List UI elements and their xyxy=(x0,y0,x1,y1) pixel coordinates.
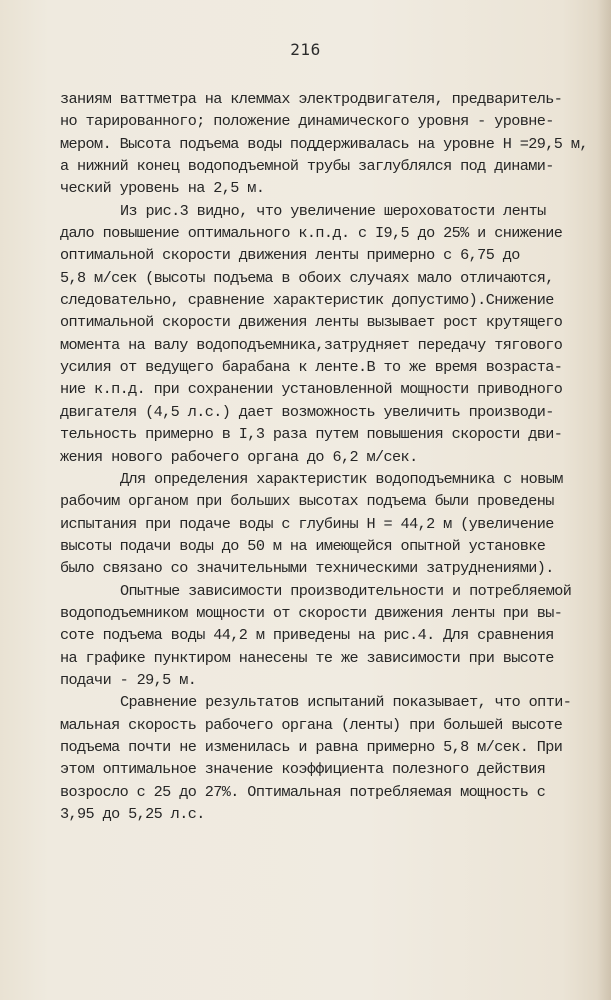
page-edge-shadow xyxy=(597,0,611,1000)
paragraph xyxy=(60,580,600,692)
text-line: заниям ваттметра на клеммах электродвигателя, предваритель- xyxy=(60,90,563,108)
text-line: двигателя (4,5 л.с.) дает возможность увеличить производи- xyxy=(60,402,554,421)
paragraph xyxy=(60,88,600,200)
text-line: мером. Высота подъема воды поддерживалась на уровне H =29,5 м, xyxy=(60,134,588,153)
text-line: возросло с 25 до 27%. Оптимальная потребляемая мощность с xyxy=(60,782,546,801)
text-line: оптимальной скорости движения ленты вызывает рост крутящего xyxy=(60,313,563,332)
text-line: а нижний конец водоподъемной трубы заглублялся под динами- xyxy=(60,157,554,176)
text-line: Опытные зависимости производительности и потребляемой xyxy=(120,581,572,600)
text-line: Сравнение результатов испытаний показывает, что опти- xyxy=(120,693,572,712)
paragraph xyxy=(60,200,600,468)
text-line: жения нового рабочего органа до 6,2 м/сек. xyxy=(60,447,418,466)
text-line: усилия от ведущего барабана к ленте.В то же время возраста- xyxy=(60,358,563,377)
text-line: этом оптимальное значение коэффициента полезного действия xyxy=(60,760,546,779)
text-line: высоты подачи воды до 50 м на имеющейся опытной установке xyxy=(60,536,546,555)
text-line: подачи - 29,5 м. xyxy=(60,670,197,689)
text-line: тельность примерно в I,3 раза путем повышения скорости дви- xyxy=(60,425,563,444)
text-line: мальная скорость рабочего органа (ленты) при большей высоте xyxy=(60,715,563,734)
text-line: 3,95 до 5,25 л.с. xyxy=(60,805,205,823)
body-text xyxy=(60,88,600,825)
text-line: рабочим органом при больших высотах подъема были проведены xyxy=(60,492,554,511)
text-line: водоподъемником мощности от скорости движения ленты при вы- xyxy=(60,603,563,622)
text-line: испытания при подаче воды с глубины H = 44,2 м (увеличение xyxy=(60,514,554,533)
text-line: было связано со значительными техническими затруднениями). xyxy=(60,559,554,578)
text-line: момента на валу водоподъемника,затрудняет передачу тягового xyxy=(60,335,563,354)
paragraph xyxy=(60,691,600,825)
text-line: оптимальной скорости движения ленты примерно с 6,75 до xyxy=(60,246,520,265)
text-line: но тарированного; положение динамического уровня - уровне- xyxy=(60,112,554,131)
page-number: 216 xyxy=(290,40,321,59)
text-line: на графике пунктиром нанесены те же зависимости при высоте xyxy=(60,648,554,667)
text-line: соте подъема воды 44,2 м приведены на рис.4. Для сравнения xyxy=(60,626,554,645)
paragraph xyxy=(60,468,600,580)
text-line: Для определения характеристик водоподъемника с новым xyxy=(120,469,563,488)
text-line: ние к.п.д. при сохранении установленной мощности приводного xyxy=(60,380,563,399)
text-line: Из рис.3 видно, что увеличение шероховатости ленты xyxy=(120,201,546,220)
text-line: подъема почти не изменилась и равна примерно 5,8 м/сек. При xyxy=(60,737,563,756)
text-line: ческий уровень на 2,5 м. xyxy=(60,179,265,198)
text-line: 5,8 м/сек (высоты подъема в обоих случаях мало отличаются, xyxy=(60,268,554,287)
text-line: дало повышение оптимального к.п.д. с I9,5 до 25% и снижение xyxy=(60,224,563,243)
text-line: следовательно, сравнение характеристик допустимо).Снижение xyxy=(60,291,554,310)
